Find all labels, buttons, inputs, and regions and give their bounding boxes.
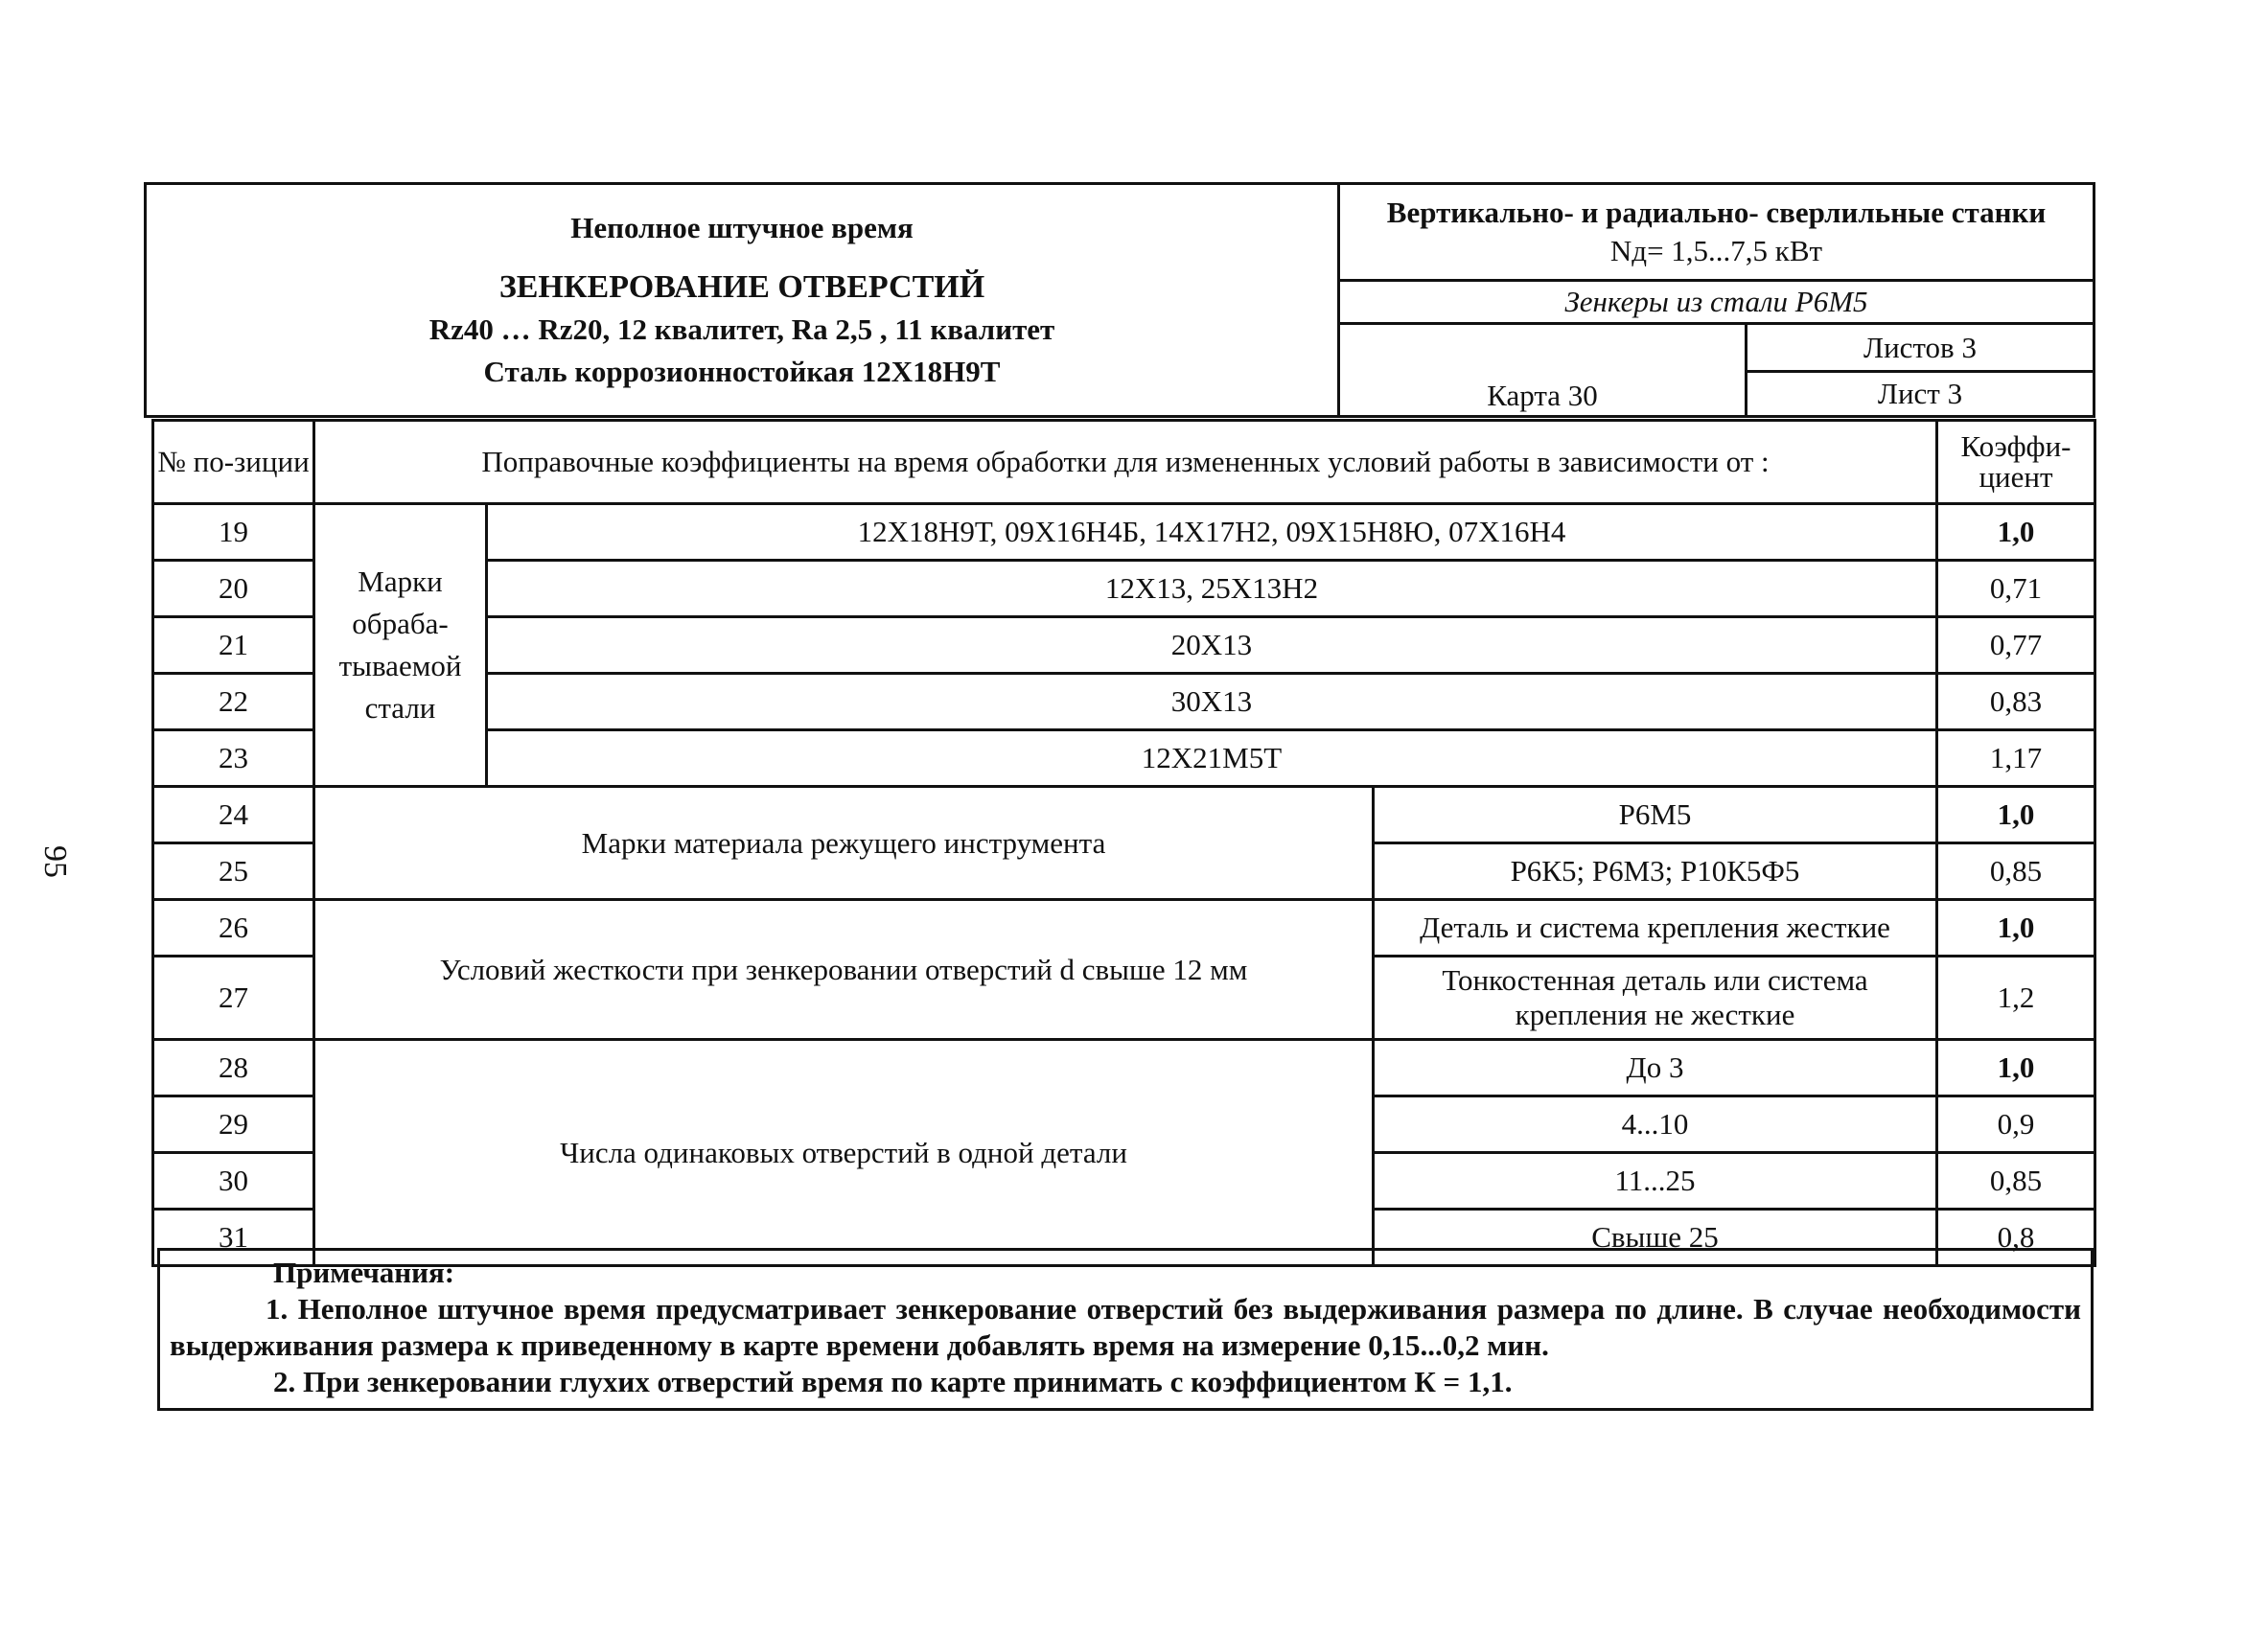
- pos-cell: 27: [153, 957, 314, 1040]
- pos-cell: 19: [153, 504, 314, 561]
- sheets-total-cell: Листов 3: [1747, 324, 2094, 372]
- page-number: 95: [37, 845, 73, 878]
- coef-cell: 1,0: [1937, 787, 2095, 843]
- machine-line1: Вертикально- и радиально- сверлильные станки: [1386, 196, 2047, 229]
- title-block: [146, 184, 1339, 417]
- value-cell: До 3: [1374, 1040, 1937, 1096]
- value-cell: 4...10: [1374, 1096, 1937, 1153]
- table-row: [153, 787, 2095, 843]
- coef-cell: 1,17: [1937, 730, 2095, 787]
- coef-cell: 1,2: [1937, 957, 2095, 1040]
- pos-cell: 22: [153, 674, 314, 730]
- coef-cell: 0,85: [1937, 843, 2095, 900]
- value-cell: Деталь и система крепления жесткие: [1374, 900, 1937, 957]
- coef-cell: 1,0: [1937, 1040, 2095, 1096]
- coef-cell: 0,9: [1937, 1096, 2095, 1153]
- notes-title: Примечания:: [273, 1256, 455, 1289]
- group2-label: Марки материала режущего инструмента: [314, 787, 1374, 900]
- group1-label: Марки обраба-тываемой стали: [314, 504, 487, 787]
- value-cell: 30Х13: [487, 674, 1937, 730]
- machine-block: [1339, 184, 2094, 281]
- value-cell: 12Х13, 25Х13Н2: [487, 561, 1937, 617]
- tool-cell: Зенкеры из стали Р6М5: [1339, 281, 2094, 324]
- coef-cell: 1,0: [1937, 504, 2095, 561]
- card-cell: Карта 30: [1339, 324, 1747, 417]
- table-row: [153, 504, 2095, 561]
- pos-cell: 23: [153, 730, 314, 787]
- coef-cell: 0,8: [1937, 1210, 2095, 1266]
- table-row: [153, 900, 2095, 957]
- coef-cell: 0,71: [1937, 561, 2095, 617]
- col-desc-header: Поправочные коэффициенты на время обработки для измененных условий работы в зависимости от :: [314, 421, 1937, 504]
- notes-block: [157, 1248, 2094, 1411]
- value-cell: Свыше 25: [1374, 1210, 1937, 1266]
- value-cell: 12Х18Н9Т, 09Х16Н4Б, 14Х17Н2, 09Х15Н8Ю, 07Х16Н4: [487, 504, 1937, 561]
- pos-cell: 25: [153, 843, 314, 900]
- value-cell: 11...25: [1374, 1153, 1937, 1210]
- value-cell: Тонкостенная деталь или система крепления не жесткие: [1374, 957, 1937, 1040]
- pos-cell: 21: [153, 617, 314, 674]
- title-line2: ЗЕНКЕРОВАНИЕ ОТВЕРСТИЙ: [498, 269, 985, 305]
- coef-cell: 0,85: [1937, 1153, 2095, 1210]
- coefficients-table: [151, 419, 2096, 1267]
- col-coef-header: Коэффи-циент: [1937, 421, 2095, 504]
- value-cell: Р6К5; Р6М3; Р10К5Ф5: [1374, 843, 1937, 900]
- title-line3: Rz40 … Rz20, 12 квалитет, Ra 2,5 , 11 квалитет: [428, 312, 1055, 346]
- pos-cell: 31: [153, 1210, 314, 1266]
- pos-cell: 29: [153, 1096, 314, 1153]
- note-2: 2. При зенкеровании глухих отверстий время по карте принимать с коэффициентом К = 1,1.: [273, 1365, 1513, 1398]
- pos-cell: 28: [153, 1040, 314, 1096]
- pos-cell: 24: [153, 787, 314, 843]
- pos-cell: 20: [153, 561, 314, 617]
- value-cell: 12Х21М5Т: [487, 730, 1937, 787]
- title-line1: Неполное штучное время: [570, 211, 914, 244]
- value-cell: Р6М5: [1374, 787, 1937, 843]
- title-line4: Сталь коррозионностойкая 12Х18Н9Т: [483, 355, 1001, 388]
- coef-cell: 0,77: [1937, 617, 2095, 674]
- note-1: 1. Неполное штучное время предусматривает зенкерование отверстий без выдерживания размера по длине. В случае необходимости выдерживания размера к приведенному в карте времени добавлять время на измерение 0,15...0,2 мин.: [170, 1292, 2081, 1362]
- value-cell: 20Х13: [487, 617, 1937, 674]
- header-table: [144, 182, 2095, 418]
- col-pos-header: № по-зиции: [153, 421, 314, 504]
- machine-line2: Nд= 1,5...7,5 кВт: [1609, 234, 1823, 267]
- group3-label: Условий жесткости при зенкеровании отверстий d свыше 12 мм: [314, 900, 1374, 1040]
- group4-label: Числа одинаковых отверстий в одной детали: [314, 1040, 1374, 1266]
- pos-cell: 26: [153, 900, 314, 957]
- pos-cell: 30: [153, 1153, 314, 1210]
- sheet-cell: Лист 3: [1747, 372, 2094, 417]
- coef-cell: 0,83: [1937, 674, 2095, 730]
- coef-cell: 1,0: [1937, 900, 2095, 957]
- table-row: [153, 1040, 2095, 1096]
